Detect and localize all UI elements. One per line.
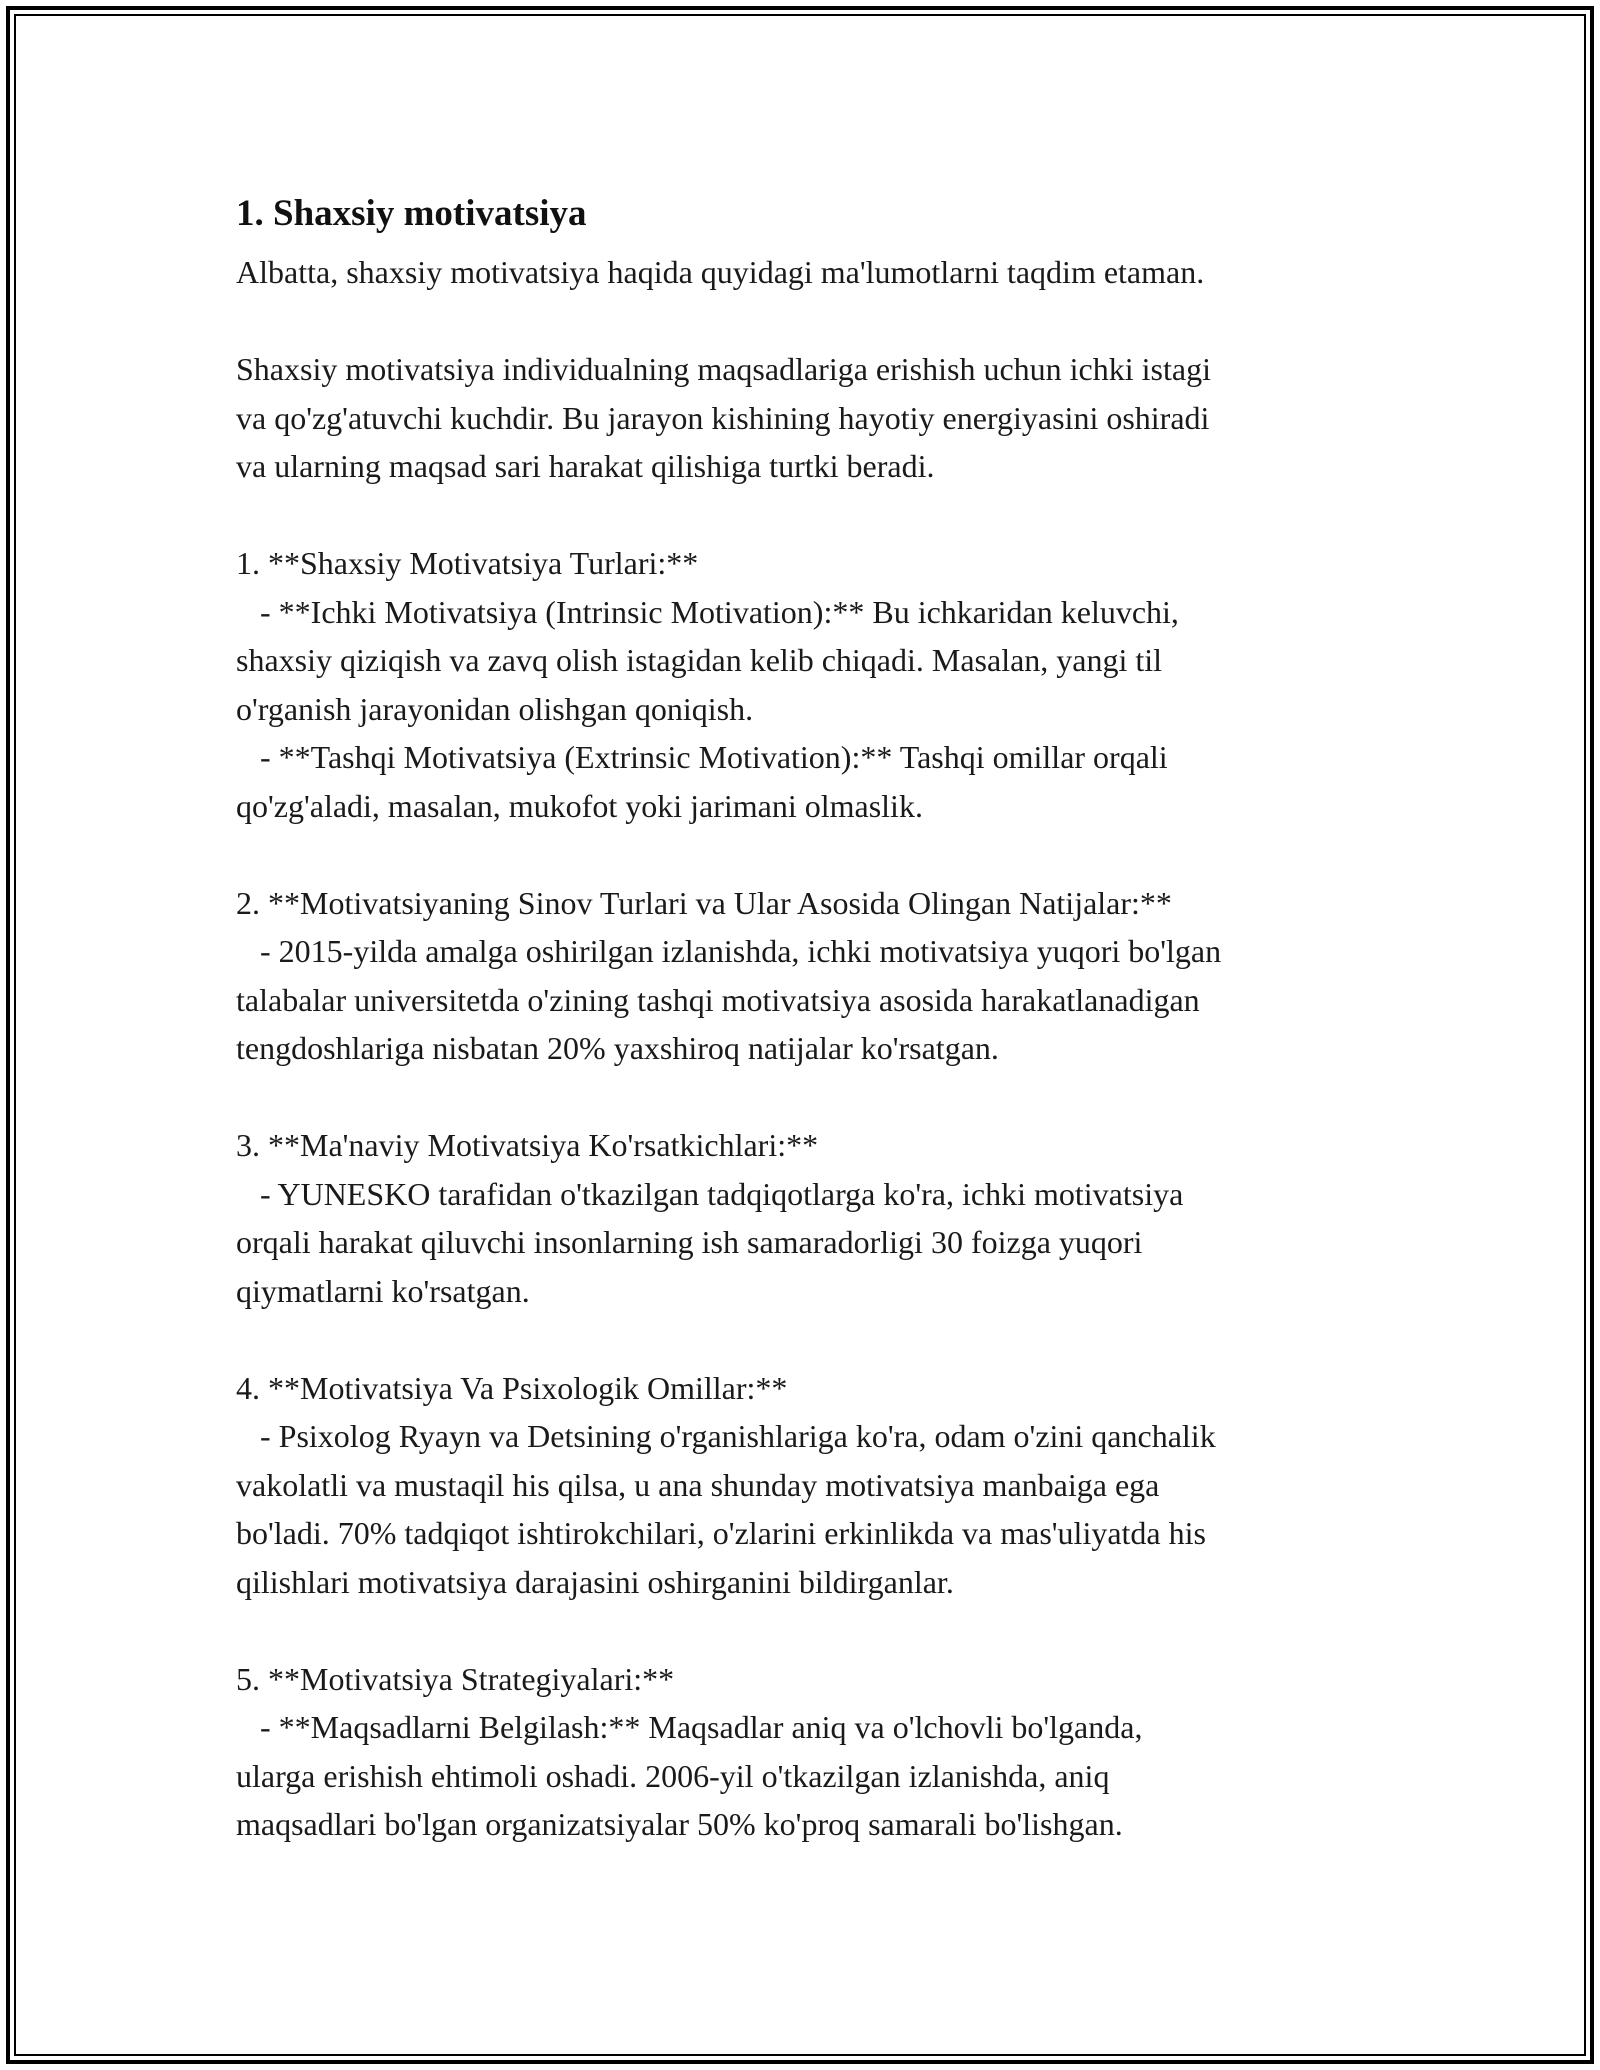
section-strategies: 5. **Motivatsiya Strategiyalari:** - **Maqsadlarni Belgilash:** Maqsadlar aniq va o'lchovli bo'lganda, ularga erishish ehtimoli oshadi. 2006-yil o'tkazilgan izlanishda, aniq maqsadlari bo'lgan organizatsiyalar 50% ko'proq samarali bo'lishgan. (236, 1660, 1143, 1842)
definition-paragraph: Shaxsiy motivatsiya individualning maqsadlariga erishish uchun ichki istagi va qo'zg'atuvchi kuchdir. Bu jarayon kishining hayotiy energiyasini oshiradi va ularning maqsad sari harakat qilishiga turtki beradi. (236, 351, 1211, 484)
paragraph-spacer (236, 1315, 1386, 1364)
document-body (236, 186, 1386, 1849)
section-moral-indicators: 3. **Ma'naviy Motivatsiya Ko'rsatkichlari:** - YUNESKO tarafidan o'tkazilgan tadqiqotlarga ko'ra, ichki motivatsiya orqali harakat qiluvchi insonlarning ish samaradorligi 30 foizga yuqori qiymatlarni ko'rsatgan. (236, 1127, 1184, 1309)
paragraph-spacer (236, 297, 1386, 346)
section-motivation-types: 1. **Shaxsiy Motivatsiya Turlari:** - **Ichki Motivatsiya (Intrinsic Motivation):** Bu ichkaridan keluvchi, shaxsiy qiziqish va zavq olish istagidan kelib chiqadi. Masalan, yangi til o'rganish jarayonidan olishgan qoniqish. - **Tashqi Motivatsiya (Extrinsic Motivation):** Tashqi omillar orqali qo'zg'aladi, masalan, mukofot yoki jarimani olmaslik. (236, 545, 1179, 824)
paragraph-spacer (236, 830, 1386, 879)
document-title: 1. Shaxsiy motivatsiya (236, 193, 587, 234)
intro-paragraph: Albatta, shaxsiy motivatsiya haqida quyidagi ma'lumotlarni taqdim etaman. (236, 254, 1205, 290)
section-psychological-factors: 4. **Motivatsiya Va Psixologik Omillar:** - Psixolog Ryayn va Detsining o'rganishlariga ko'ra, odam o'zini qanchalik vakolatli va mustaqil his qilsa, u ana shunday motivatsiya manbaiga ega bo'ladi. 70% tadqiqot ishtirokchilari, o'zlarini erkinlikda va mas'uliyatda his qilishlari motivatsiya darajasini oshirganini bildirganlar. (236, 1369, 1216, 1600)
paragraph-spacer (236, 1606, 1386, 1655)
section-test-results: 2. **Motivatsiyaning Sinov Turlari va Ular Asosida Olingan Natijalar:** - 2015-yilda amalga oshirilgan izlanishda, ichki motivatsiya yuqori bo'lgan talabalar universitetda o'zining tashqi motivatsiya asosida harakatlanadigan tengdoshlariga nisbatan 20% yaxshiroq natijalar ko'rsatgan. (236, 884, 1222, 1066)
paragraph-spacer (236, 491, 1386, 540)
paragraph-spacer (236, 1073, 1386, 1122)
